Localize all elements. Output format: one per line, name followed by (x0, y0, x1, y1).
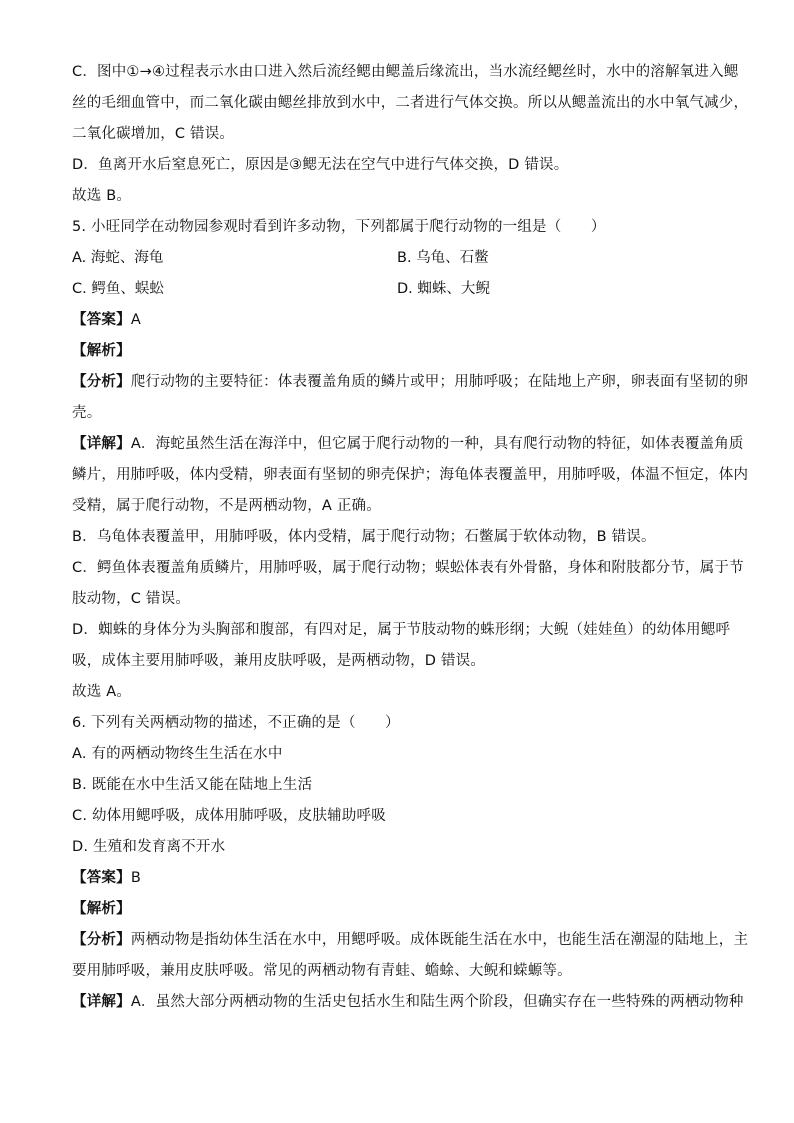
q5-detail-line-3: 受精，属于爬行动物，不是两栖动物，A 正确。 (72, 498, 381, 514)
q6-option-d: D. 生殖和发育离不开水 (72, 839, 226, 855)
q5-fenxi-tag: 【分析】 (72, 374, 131, 390)
q6-fenxi-tag: 【分析】 (72, 932, 131, 948)
q6-answer-line (72, 868, 141, 888)
q6-fenxi-line-1 (72, 930, 748, 950)
q5-stem: 5. 小旺同学在动物园参观时看到许多动物，下列都属于爬行动物的一组是（ ） (72, 219, 606, 235)
q5-fenxi-line-2: 壳。 (72, 405, 102, 421)
q6-analysis-tag: 【解析】 (72, 901, 131, 917)
q5-detail-line-8: 吸，成体主要用肺呼吸，兼用皮肤呼吸，是两栖动物，D 错误。 (72, 653, 486, 669)
q6-answer-value: B (130, 870, 141, 886)
q5-fenxi-text-1: 爬行动物的主要特征：体表覆盖角质的鳞片或甲；用肺呼吸；在陆地上产卵，卵表面有坚韧的卵 (130, 374, 749, 390)
q5-detail-line-7: D．蜘蛛的身体分为头胸部和腹部，有四对足，属于节肢动物的蛛形纲；大鲵（娃娃鱼）的幼体用鳃呼 (72, 622, 731, 638)
q6-option-a: A. 有的两栖动物终生生活在水中 (72, 746, 283, 762)
q5-answer-line (72, 310, 141, 330)
q6-option-c: C. 幼体用鳃呼吸，成体用肺呼吸，皮肤辅助呼吸 (72, 808, 386, 824)
q6-stem: 6. 下列有关两栖动物的描述，不正确的是（ ） (72, 715, 400, 731)
q5-choose-line: 故选 A。 (72, 684, 132, 700)
q5-detail-line-1 (72, 434, 744, 454)
q5-answer-value: A (130, 312, 141, 328)
q4-option-c-line-1: C．图中①→④过程表示水由口进入然后流经鳃由鳃盖后缘流出，当水流经鳃丝时，水中的溶解氧进入鳃 (72, 64, 739, 80)
q5-answer-tag: 【答案】 (72, 312, 131, 328)
q4-option-c-line-3: 二氧化碳增加，C 错误。 (72, 126, 235, 142)
q5-detail-line-5: C．鳄鱼体表覆盖角质鳞片，用肺呼吸，属于爬行动物；蜈蚣体表有外骨骼，身体和附肢都分节，属于节 (72, 560, 744, 576)
q5-fenxi-line-1 (72, 372, 748, 392)
q6-option-b: B. 既能在水中生活又能在陆地上生活 (72, 777, 313, 793)
q4-choose-line: 故选 B。 (72, 188, 132, 204)
q5-detail-line-6: 肢动物，C 错误。 (72, 591, 191, 607)
q6-answer-tag: 【答案】 (72, 870, 131, 886)
q5-detail-text-1: A．海蛇虽然生活在海洋中，但它属于爬行动物的一种，具有爬行动物的特征，如体表覆盖角质 (130, 436, 744, 452)
q5-option-c: C. 鳄鱼、蜈蚣 (72, 281, 164, 297)
q5-detail-tag: 【详解】 (72, 436, 131, 452)
q5-detail-line-2: 鳞片，用肺呼吸，体内受精，卵表面有坚韧的卵壳保护；海龟体表覆盖甲，用肺呼吸，体温不恒定，体内 (72, 467, 749, 483)
q6-fenxi-line-2: 要用肺呼吸，兼用皮肤呼吸。常见的两栖动物有青蛙、蟾蜍、大鲵和蝾螈等。 (72, 963, 572, 979)
q6-detail-tag: 【详解】 (72, 994, 131, 1010)
q5-option-a: A. 海蛇、海龟 (72, 250, 164, 266)
q6-detail-text-1: A．虽然大部分两栖动物的生活史包括水生和陆生两个阶段，但确实存在一些特殊的两栖动物种 (130, 994, 744, 1010)
q6-detail-line-1 (72, 992, 744, 1012)
q6-fenxi-text-1: 两栖动物是指幼体生活在水中，用鳃呼吸。成体既能生活在水中，也能生活在潮湿的陆地上，主 (130, 932, 749, 948)
q5-option-b: B. 乌龟、石鳖 (397, 250, 489, 266)
q4-option-d-line: D．鱼离开水后窒息死亡，原因是③鳃无法在空气中进行气体交换，D 错误。 (72, 157, 569, 173)
q5-analysis-tag: 【解析】 (72, 343, 131, 359)
q5-detail-line-4: B．乌龟体表覆盖甲，用肺呼吸，体内受精，属于爬行动物；石鳖属于软体动物，B 错误。 (72, 529, 656, 545)
q5-option-d: D. 蜘蛛、大鲵 (397, 281, 490, 297)
q4-option-c-line-2: 丝的毛细血管中，而二氧化碳由鳃丝排放到水中，二者进行气体交换。所以从鳃盖流出的水中氧气减少， (72, 95, 749, 111)
